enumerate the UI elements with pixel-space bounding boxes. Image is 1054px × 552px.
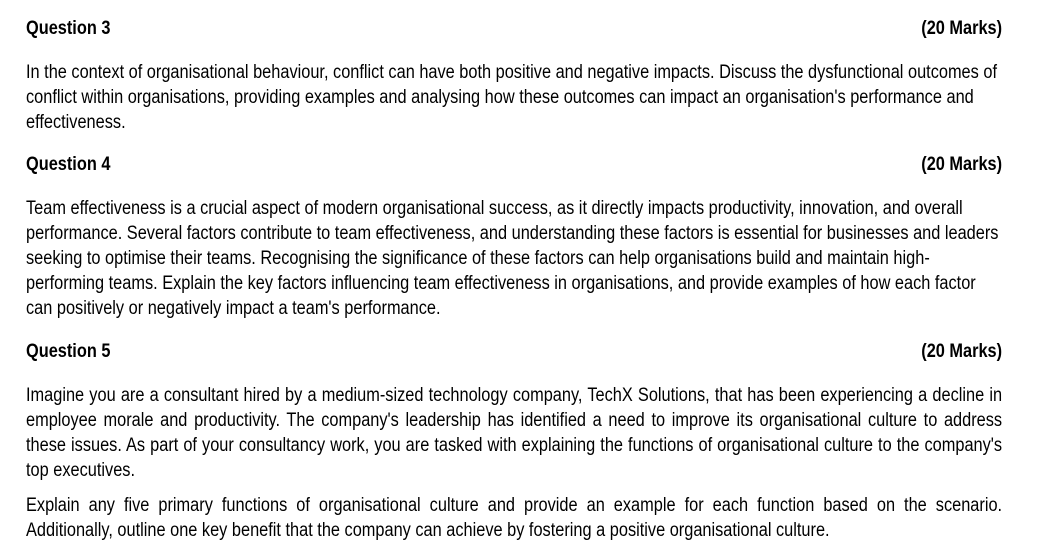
question-marks: (20 Marks) xyxy=(921,154,1003,175)
question-3-header xyxy=(26,18,1002,40)
question-marks: (20 Marks) xyxy=(921,341,1003,362)
question-4-text: Team effectiveness is a crucial aspect of modern organisational success, as it directly impacts productivity, innovation, and overall performance. Several factors contribute to team effectiveness, and understanding these factors is essential for businesses and leaders seeking to optimise their teams. Recognising the significance of these factors can help organisations build and maintain high-performing teams. Explain the key factors influencing team effectiveness in organisations, and provide examples of how each factor can positively or negatively impact a team's performance. xyxy=(26,198,999,319)
question-marks: (20 Marks) xyxy=(921,18,1003,39)
question-5-task-text: Explain any five primary functions of organisational culture and provide an example for each function based on the scenario. Additionally, outline one key benefit that the company can achieve by fostering a positive organisational culture. xyxy=(26,495,1003,541)
question-4-header xyxy=(26,154,1002,176)
question-title: Question 4 xyxy=(26,154,111,175)
question-title: Question 5 xyxy=(26,341,111,362)
question-5-header xyxy=(26,341,1002,363)
question-5-scenario-text: Imagine you are a consultant hired by a medium-sized technology company, TechX Solutions, that has been experiencing a decline in employee morale and productivity. The company's leadership has identified a need to improve its organisational culture to address these issues. As part of your consultancy work, you are tasked with explaining the functions of organisational culture to the company's top executives. xyxy=(26,385,1003,481)
question-3-text: In the context of organisational behaviour, conflict can have both positive and negative impacts. Discuss the dysfunctional outcomes of conflict within organisations, providing examples and analysing how these outcomes can impact an organisation's performance and effectiveness. xyxy=(26,62,997,133)
question-title: Question 3 xyxy=(26,18,111,39)
